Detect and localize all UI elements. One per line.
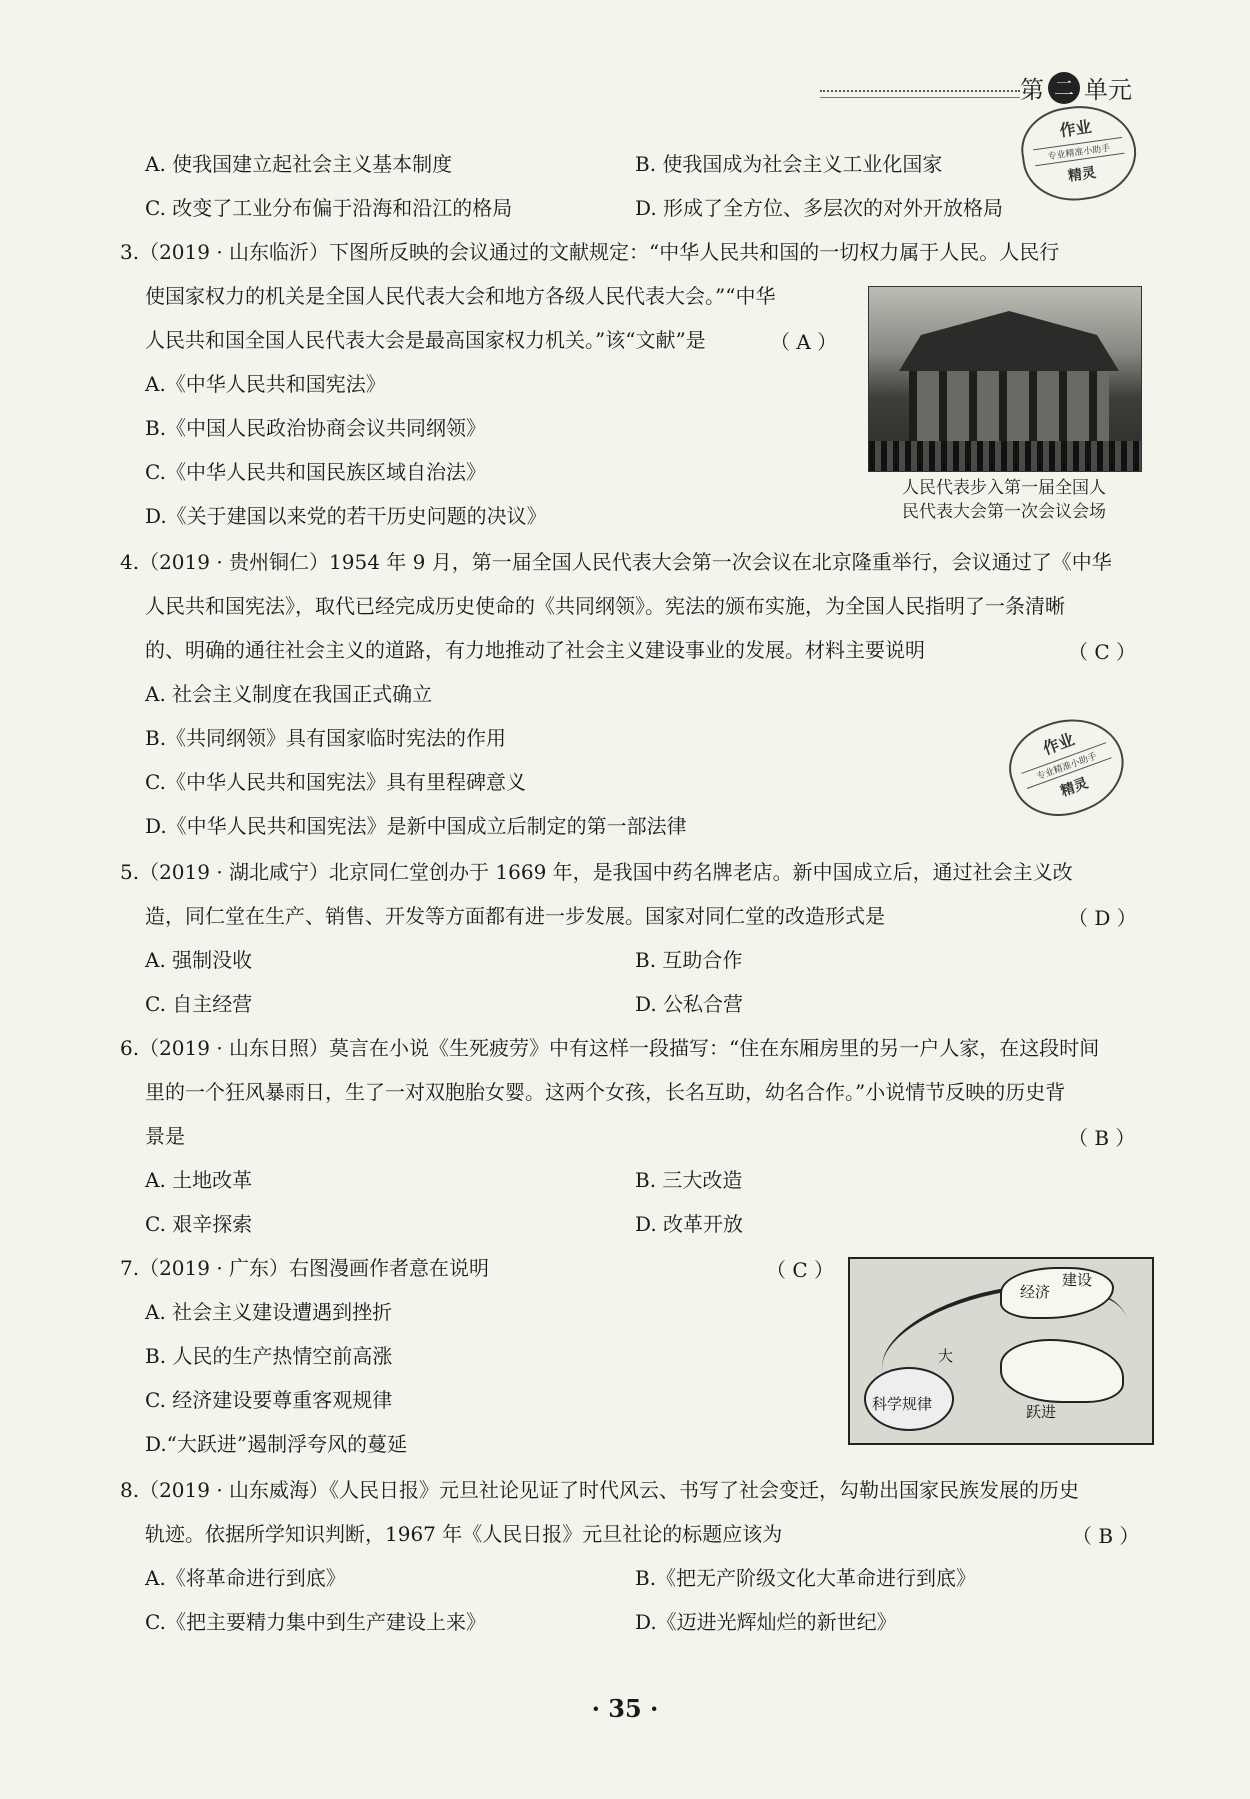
q3-stem-line: 3.（2019 · 山东临沂）下图所反映的会议通过的文献规定：“中华人民共和国的一切权力属于人民。人民行 [120, 240, 1060, 264]
q6-option-b: B. 三大改造 [635, 1168, 743, 1192]
unit-prefix: 第 [1020, 76, 1044, 104]
unit-label [1020, 70, 1132, 105]
q3-option-d: D.《关于建国以来党的若干历史问题的决议》 [145, 504, 547, 528]
q2-option-a: A. 使我国建立起社会主义基本制度 [145, 152, 453, 176]
q6-stem-line: 景是 [145, 1124, 185, 1148]
q8-option-b: B.《把无产阶级文化大革命进行到底》 [635, 1566, 977, 1590]
q4-stem-line: 4.（2019 · 贵州铜仁）1954 年 9 月，第一届全国人民代表大会第一次会议在北京隆重举行，会议通过了《中华 [120, 550, 1112, 574]
cartoon-label: 建设 [1062, 1271, 1093, 1289]
cartoon-label: 经济 [1020, 1283, 1051, 1301]
q2-option-d: D. 形成了全方位、多层次的对外开放格局 [635, 196, 1004, 220]
q7-option-c: C. 经济建设要尊重客观规律 [145, 1388, 393, 1412]
unit-suffix: 单元 [1084, 76, 1132, 104]
q5-option-b: B. 互助合作 [635, 948, 743, 972]
q4-option-d: D.《中华人民共和国宪法》是新中国成立后制定的第一部法律 [145, 814, 687, 838]
photo-caption-line: 人民代表步入第一届全国人 [902, 478, 1106, 498]
q4-stem-line: 人民共和国宪法》，取代已经完成历史使命的《共同纲领》。宪法的颁布实施，为全国人民指明了一条清晰 [145, 594, 1065, 618]
page-number: · 35 · [591, 1694, 659, 1723]
q5-stem-line: 5.（2019 · 湖北咸宁）北京同仁堂创办于 1669 年，是我国中药名牌老店。新中国成立后，通过社会主义改 [120, 860, 1073, 884]
homework-stamp-logo: 作业 专业精准小助手 精灵 [1016, 99, 1142, 208]
great-leap-cartoon [848, 1257, 1154, 1445]
q4-option-b: B.《共同纲领》具有国家临时宪法的作用 [145, 726, 507, 750]
photo-crowd [869, 441, 1141, 471]
q3-option-b: B.《中国人民政治协商会议共同纲领》 [145, 416, 487, 440]
q3-stem-line: 人民共和国全国人民代表大会是最高国家权力机关。”该“文献”是 [145, 328, 706, 352]
q7-answer: （ C ） [766, 1258, 835, 1282]
q8-option-d: D.《迈进光辉灿烂的新世纪》 [635, 1610, 897, 1634]
q5-answer: （ D ） [1068, 906, 1137, 930]
q2-option-c: C. 改变了工业分布偏于沿海和沿江的格局 [145, 196, 513, 220]
q6-answer: （ B ） [1068, 1126, 1136, 1150]
q5-option-d: D. 公私合营 [635, 992, 744, 1016]
cartoon-label: 大 [938, 1347, 954, 1365]
q4-stem-line: 的、明确的通往社会主义的道路，有力地推动了社会主义建设事业的发展。材料主要说明 [145, 638, 925, 662]
q4-answer: （ C ） [1068, 640, 1137, 664]
q4-option-c: C.《中华人民共和国宪法》具有里程碑意义 [145, 770, 526, 794]
q3-option-a: A.《中华人民共和国宪法》 [145, 372, 386, 396]
homework-stamp-logo: 作业 专业精准小助手 精灵 [997, 703, 1136, 830]
q3-answer: （ A ） [770, 330, 838, 354]
q7-option-a: A. 社会主义建设遭遇到挫折 [145, 1300, 393, 1324]
photo-caption-line: 民代表大会第一次会议会场 [902, 502, 1106, 522]
q8-answer: （ B ） [1072, 1524, 1140, 1548]
photo-roof [899, 311, 1119, 371]
q6-stem-line: 里的一个狂风暴雨日，生了一对双胞胎女婴。这两个女孩，长名互助，幼名合作。”小说情节反映的历史背 [145, 1080, 1066, 1104]
photo-columns [909, 371, 1109, 451]
q7-stem-line: 7.（2019 · 广东）右图漫画作者意在说明 [120, 1256, 490, 1280]
q8-stem-line: 轨迹。依据所学知识判断，1967 年《人民日报》元旦社论的标题应该为 [145, 1522, 783, 1546]
congress-hall-photo [868, 286, 1142, 472]
q6-option-d: D. 改革开放 [635, 1212, 744, 1236]
q5-option-c: C. 自主经营 [145, 992, 253, 1016]
q6-stem-line: 6.（2019 · 山东日照）莫言在小说《生死疲劳》中有这样一段描写：“住在东厢房里的另一户人家，在这段时间 [120, 1036, 1100, 1060]
q7-option-d: D.“大跃进”遏制浮夸风的蔓延 [145, 1432, 408, 1456]
q3-stem-line: 使国家权力的机关是全国人民代表大会和地方各级人民代表大会。”“中华 [145, 284, 776, 308]
q4-option-a: A. 社会主义制度在我国正式确立 [145, 682, 433, 706]
header-solid-rule [820, 97, 1020, 98]
q8-option-a: A.《将革命进行到底》 [145, 1566, 346, 1590]
q6-option-c: C. 艰辛探索 [145, 1212, 253, 1236]
cartoon-label: 跃进 [1026, 1403, 1057, 1421]
q5-stem-line: 造，同仁堂在生产、销售、开发等方面都有进一步发展。国家对同仁堂的改造形式是 [145, 904, 885, 928]
q7-option-b: B. 人民的生产热情空前高涨 [145, 1344, 393, 1368]
q2-option-b: B. 使我国成为社会主义工业化国家 [635, 152, 943, 176]
q8-option-c: C.《把主要精力集中到生产建设上来》 [145, 1610, 486, 1634]
q8-stem-line: 8.（2019 · 山东威海）《人民日报》元旦社论见证了时代风云、书写了社会变迁，勾勒出国家民族发展的历史 [120, 1478, 1080, 1502]
q3-option-c: C.《中华人民共和国民族区域自治法》 [145, 460, 486, 484]
cartoon-label: 科学规律 [872, 1395, 933, 1413]
unit-number-badge: 二 [1048, 72, 1080, 104]
q6-option-a: A. 土地改革 [145, 1168, 253, 1192]
header-dotted-rule [820, 90, 1020, 92]
q5-option-a: A. 强制没收 [145, 948, 253, 972]
